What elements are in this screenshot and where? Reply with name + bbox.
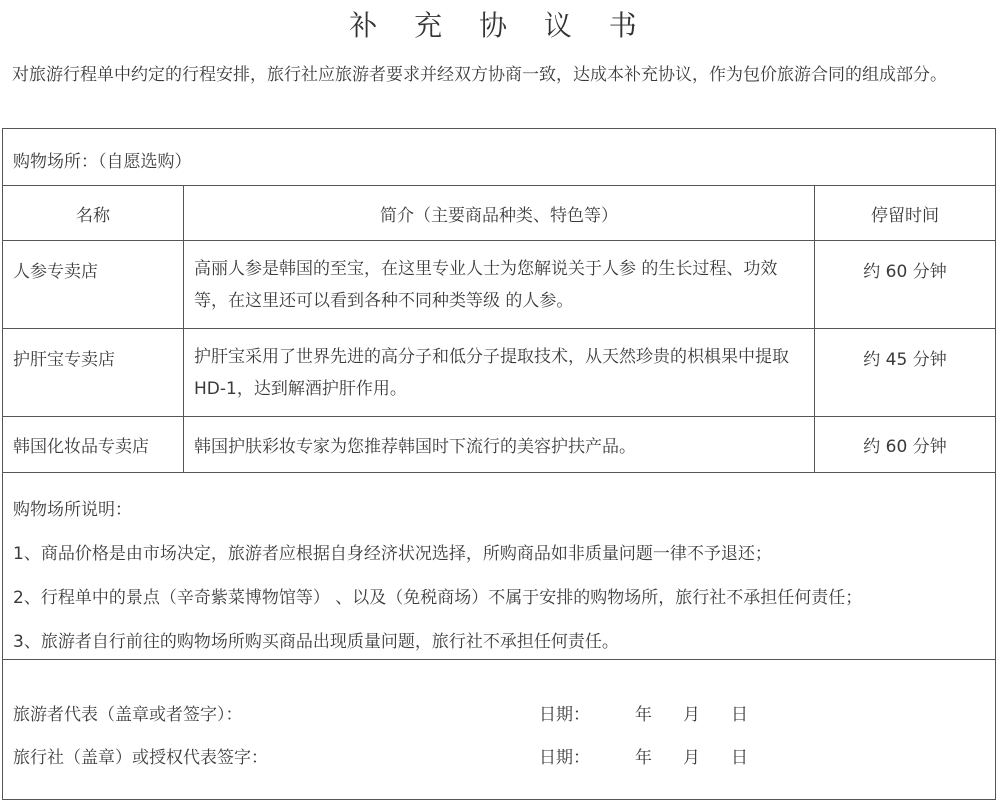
intro-paragraph: 对旅游行程单中约定的行程安排，旅行社应旅游者要求并经双方协商一致，达成本补充协议，作为包价旅游合同的组成部分。	[12, 65, 947, 85]
shopping-section-label: 购物场所：（自愿选购）	[13, 152, 192, 172]
shop-name: 人参专卖店	[3, 241, 184, 328]
shop-duration: 约 60 分钟	[863, 262, 947, 282]
shop-duration: 约 60 分钟	[863, 437, 947, 457]
date-day: 日	[731, 705, 748, 725]
tourist-signature-label: 旅游者代表（盖章或者签字）：	[13, 705, 243, 725]
agreement-table	[2, 128, 996, 800]
date-day: 日	[731, 748, 748, 768]
note-item: 2、行程单中的景点（辛奇紫菜博物馆等） 、以及（免税商场）不属于安排的购物场所，旅行社不承担任何责任；	[13, 588, 863, 608]
date-year: 年	[635, 748, 652, 768]
date-month: 月	[683, 705, 700, 725]
shop-name: 韩国化妆品专卖店	[3, 417, 184, 472]
shop-name: 护肝宝专卖店	[3, 329, 184, 416]
header-description: 简介（主要商品种类、特色等）	[184, 186, 815, 240]
date-year: 年	[635, 705, 652, 725]
header-name: 名称	[3, 186, 184, 240]
shopping-section-row	[3, 129, 995, 186]
table-row	[3, 241, 995, 329]
date-label: 日期：	[539, 748, 590, 768]
table-header-row	[3, 186, 995, 241]
table-row	[3, 417, 995, 473]
shop-description: 高丽人参是韩国的至宝，在这里专业人士为您解说关于人参 的生长过程、功效等，在这里还可以看到各种不同种类等级 的人参。	[184, 241, 815, 328]
date-month: 月	[683, 748, 700, 768]
notes-heading: 购物场所说明：	[13, 500, 132, 520]
header-duration: 停留时间	[871, 205, 939, 226]
shopping-notes	[3, 473, 995, 660]
date-label: 日期：	[539, 705, 590, 725]
document-title: 补 充 协 议 书	[349, 9, 651, 42]
note-item: 1、商品价格是由市场决定，旅游者应根据自身经济状况选择，所购商品如非质量问题一律不予退还；	[13, 544, 772, 564]
note-item: 3、旅游者自行前往的购物场所购买商品出现质量问题，旅行社不承担任何责任。	[13, 632, 619, 652]
shop-duration: 约 45 分钟	[863, 350, 947, 370]
agency-signature-label: 旅行社（盖章）或授权代表签字：	[13, 748, 268, 768]
shop-description: 韩国护肤彩妆专家为您推荐韩国时下流行的美容护扶产品。	[184, 417, 815, 472]
table-row	[3, 329, 995, 417]
shop-description: 护肝宝采用了世界先进的高分子和低分子提取技术，从天然珍贵的枳椇果中提取HD-1，达到解酒护肝作用。	[184, 329, 815, 416]
